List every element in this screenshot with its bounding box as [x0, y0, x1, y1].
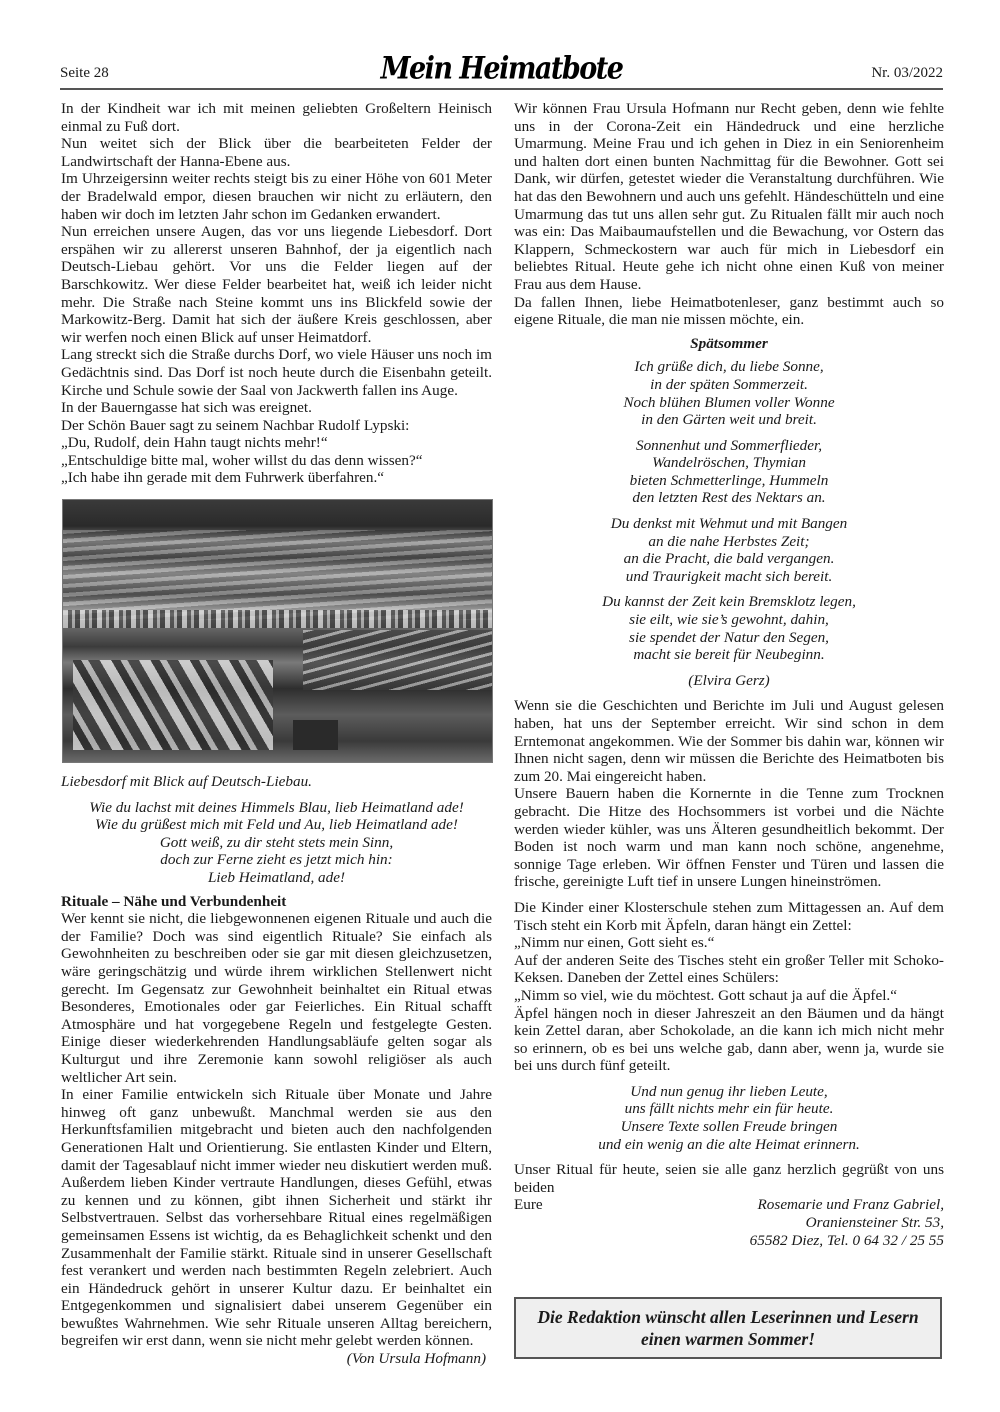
- left-column: [61, 100, 492, 1368]
- banner-line: einen warmen Sommer!: [640, 1329, 816, 1349]
- paragraph: Wer kennt sie nicht, die liebgewonnenen eigenen Rituale und auch die der Familie? Doch was sind eigentlich Rituale? Sie einfach als Gewohnheiten zu beschreiben oder sie gar mit diesen gleichzusetzen, wäre geringschätzig und würde ihrem wirklichen Stellenwert nicht gerecht. Im Gegensatz zur Gewohnheit beinhaltet ein Ritual etwas Besonderes, Emotionales oder gar Feierliches. Ein Ritual schafft Atmosphäre und hat vorgegebene Regeln und festgelegte Gesten. Einige dieser wiederkehrenden Handlungsabläufe gelten sogar als Kulturgut und ihre Zeremonie kann sowohl religiöser als auch weltlicher Art sein.: [61, 910, 492, 1086]
- paragraph: Unsere Bauern haben die Kornernte in die Tenne zum Trocknen gebracht. Die Hitze des Hochsommers ist vorbei und die Nächte werden wieder kühler, was uns Älteren gesundheitlich bekommt. Der Boden ist noch warm und man kann noch schöne, angenehme, sonnige Tage erleben. Wir öffnen Fenster und Türen und lassen die frische, gereinigte Luft tief in unsere Lungen hineinströmen.: [514, 785, 944, 891]
- verse-line: und ein wenig an die alte Heimat erinnern.: [598, 1135, 860, 1153]
- paragraph: Der Schön Bauer sagt zu seinem Nachbar Rudolf Lypski:: [61, 416, 410, 434]
- paragraph: In der Bauerngasse hat sich was ereignet.: [61, 399, 312, 417]
- signoff-label: Eure: [514, 1196, 543, 1214]
- page-number: Seite 28: [60, 65, 109, 81]
- paragraph: In der Kindheit war ich mit meinen geliebten Großeltern Heinisch einmal zu Fuß dort.: [61, 100, 492, 135]
- paragraph: Auf der anderen Seite des Tisches steht ein großer Teller mit Schoko-Keksen. Daneben der Zettel eines Schülers:: [514, 951, 944, 987]
- verse-line: doch zur Ferne zieht es jetzt mich hin:: [160, 851, 393, 869]
- verse-line: Ich grüße dich, du liebe Sonne,: [634, 358, 824, 376]
- paragraph-text: In einer Familie entwickeln sich Rituale über Monate und Jahre hinweg oft ganz unbewußt. Manchmal werden sie aus den Herkunftsfamilien mitgebracht und bieten auch den nachfolgenden Generationen Halt und Orientierung. Sie entlasten Kinder und Eltern, damit der Tagesablauf nicht immer wieder neu diskutiert werden muß. Außerdem lieben Kinder vertraute Handlungen, dieses Gefühl, etwas zu kennen und zu können, gibt ihnen Sicherheit und stärkt ihr Selbstvertrauen. Selbst das vorhersehbare Ritual eines regelmäßigen gemeinsamen Essens ist wichtig, da es Behaglichkeit schenkt und den Zusammenhalt der Familie stärkt. Rituale sind in unserer Gesellschaft fest verankert und werden nach bestimmten Regeln zelebriert. Auch ein Händedruck gehört in unserer Kultur dazu. Er beinhaltet ein Entgegenkommen und signalisiert dabei unserem Gegenüber ein bewußtes Wahrnehmen. Wie sehr Rituale unseren Alltag bereichern, begreifen wir erst dann, wenn sie nicht mehr gelebt werden können.: [61, 1086, 492, 1350]
- spacer: [514, 1153, 944, 1161]
- village-photo: [62, 499, 493, 763]
- paragraph: Lang streckt sich die Straße durchs Dorf, wo viele Häuser uns noch im Gedächtnis sind. Das Dorf ist noch heute durch die Eisenbahn geteilt. Kirche und Schule sowie der Saal von Jackwerth fallen ins Auge.: [61, 346, 492, 399]
- verse-line: sie spendet der Natur den Segen,: [629, 628, 829, 646]
- verse-line: in der späten Sommerzeit.: [650, 375, 808, 393]
- signature-line: 65582 Diez, Tel. 0 64 32 / 25 55: [749, 1231, 944, 1249]
- article-attribution: (Von Ursula Hofmann): [346, 1350, 486, 1368]
- photo-houses: [73, 660, 273, 750]
- verse-line: Du denkst mit Wehmut und mit Bangen: [610, 515, 848, 533]
- verse-line: an die Pracht, die bald vergangen.: [623, 550, 835, 568]
- editorial-banner: [514, 1297, 942, 1359]
- photo-barn: [293, 720, 338, 750]
- photo-fields: [63, 530, 492, 620]
- verse-line: Wandelröschen, Thymian: [652, 454, 806, 472]
- verse-line: und Traurigkeit macht sich bereit.: [625, 567, 833, 585]
- quote-line: „Nimm nur einen, Gott sieht es.“: [514, 934, 715, 952]
- verse-line: bieten Schmetterlinge, Hummeln: [629, 471, 829, 489]
- photo-caption: Liebesdorf mit Blick auf Deutsch-Liebau.: [61, 773, 312, 791]
- poem-stanza: [514, 593, 944, 663]
- greeting: Unser Ritual für heute, seien sie alle ganz herzlich gegrüßt von uns beiden: [514, 1161, 944, 1196]
- verse-line: Wie du lachst mit deines Himmels Blau, lieb Heimatland ade!: [89, 798, 464, 816]
- spacer: [514, 1075, 944, 1083]
- paragraph: Im Uhrzeigersinn weiter rechts steigt bis zu einer Höhe von 601 Meter der Bradelwald empor, diesen brauchen wir nicht zu erläutern, den haben wir doch im letzten Jahr schon im Gedanken erwandert.: [61, 170, 492, 223]
- paragraph: Nun weitet sich der Blick über die bearbeiteten Felder der Landwirtschaft der Hanna-Ebene aus.: [61, 135, 492, 170]
- dialogue-line: „Ich habe ihn gerade mit dem Fuhrwerk überfahren.“: [61, 469, 385, 487]
- masthead-logo: Mein Heimatbote: [380, 50, 623, 87]
- paragraph: Wenn sie die Geschichten und Berichte im Juli und August gelesen haben, hat uns der September erreicht. Wir sind schon in dem Erntemonat angekommen. Wie der Sommer bis dahin war, können wir Ihnen nicht sagen, denn wir müssen die Berichte des Heimatboten bis zum 20. Mai eingereicht haben.: [514, 697, 944, 785]
- verse-line: den letzten Rest des Nektars an.: [632, 489, 826, 507]
- paragraph: Äpfel hängen noch in dieser Jahreszeit an den Bäumen und da hängt kein Zettel daran, aber Schokolade, an die kann ich mich nicht mehr so erinnern, ob es bei uns welche gab, dann aber, wenn ja, wurde sie bei uns durch fünf geteilt.: [514, 1004, 944, 1075]
- spacer: [514, 891, 944, 899]
- verse-line: Und nun genug ihr lieben Leute,: [630, 1082, 828, 1100]
- verse-line: Unsere Texte sollen Freude bringen: [620, 1118, 838, 1136]
- dialogue-line: „Du, Rudolf, dein Hahn taugt nichts mehr!“: [61, 434, 328, 452]
- verse-line: Du kannst der Zeit kein Bremsklotz legen,: [602, 593, 856, 611]
- verse-line: Wie du grüßest mich mit Feld und Au, lieb Heimatland ade!: [95, 816, 458, 834]
- signature-line: Oraniensteiner Str. 53,: [805, 1214, 944, 1232]
- dialogue-line: „Entschuldige bitte mal, woher willst du das denn wissen?“: [61, 451, 423, 469]
- issue-number: Nr. 03/2022: [871, 65, 943, 81]
- quote-line: „Nimm so viel, wie du möchtest. Gott schaut ja auf die Äpfel.“: [514, 986, 897, 1004]
- poem-stanza: [514, 515, 944, 585]
- paragraph: [61, 1086, 492, 1368]
- poem-spaetsommer: [514, 358, 944, 664]
- verse-line: sie eilt, wie sie’s gewohnt, dahin,: [629, 611, 829, 629]
- right-column: [514, 100, 944, 1249]
- closing-verse: [514, 1083, 944, 1153]
- poem-stanza: [514, 358, 944, 428]
- verse-line: macht sie bereit für Neubeginn.: [633, 646, 825, 664]
- heimatland-verse: [61, 799, 492, 887]
- poem-author: (Elvira Gerz): [688, 671, 770, 689]
- page-header: [60, 50, 943, 90]
- verse-line: Sonnenhut und Sommerflieder,: [635, 436, 823, 454]
- paragraph: Die Kinder einer Klosterschule stehen zum Mittagessen an. Auf dem Tisch steht ein Korb mit Äpfeln, daran hängt ein Zettel:: [514, 898, 944, 934]
- paragraph: Da fallen Ihnen, liebe Heimatbotenleser, ganz bestimmt auch so eigene Rituale, die man nie missen möchte, ein.: [514, 293, 944, 329]
- verse-line: an die nahe Herbstes Zeit;: [648, 532, 810, 550]
- section-heading: Rituale – Nähe und Verbundenheit: [61, 892, 287, 910]
- poem-title: Spätsommer: [690, 334, 768, 352]
- verse-line: uns fällt nichts mehr ein für heute.: [624, 1100, 834, 1118]
- verse-line: Lieb Heimatland, ade!: [207, 869, 346, 887]
- paragraph: Wir können Frau Ursula Hofmann nur Recht geben, denn wie fehlte uns in der Corona-Zeit ein Händedruck und eine herzliche Umarmung. Meine Frau und ich gehen in Diez in ein Seniorenheim und halten dort einen bunten Nachmittag für die Bewohner. Gott sei Dank, wir dürfen, getestet wieder die Veranstaltung durchführen. Wie hat das den Bewohnern und auch uns gefehlt. Händeschütteln und eine Umarmung das tut uns allen sehr gut. Zu Ritualen fällt mir auch noch was ein: Das Maibaumaufstellen und die Bewachung, vor Ostern das Klappern, Schmeckostern war auch für mich in Liebesdorf ein beliebtes Ritual. Heute gehe ich nicht ohne einen Kuß von meiner Frau aus dem Hause.: [514, 100, 944, 293]
- photo-town: [63, 610, 492, 628]
- verse-line: in den Gärten weit und breit.: [641, 411, 817, 429]
- signature-line: Rosemarie und Franz Gabriel,: [757, 1196, 944, 1214]
- verse-line: Noch blühen Blumen voller Wonne: [623, 393, 835, 411]
- paragraph: Nun erreichen unsere Augen, das vor uns liegende Liebesdorf. Dort erspähen wir zu allererst unseren Bahnhof, der ja eigentlich nach Deutsch-Liebau gehört. Vor uns die Felder liegen auf der Barschkowitz. Wer diese Felder bearbeitet hat, weiß ich leider nicht mehr. Die Straße nach Steine kommt uns ins Blickfeld sowie der Markowitz-Berg. Damit hat sich der äußere Kreis geschlossen, aber wir werfen noch einen Blick auf unser Heimatdorf.: [61, 223, 492, 346]
- poem-stanza: [514, 437, 944, 507]
- banner-line: Die Redaktion wünscht allen Leserinnen und Lesern: [537, 1307, 919, 1327]
- signature-block: [514, 1196, 944, 1249]
- verse-line: Gott weiß, zu dir steht stets mein Sinn,: [159, 833, 394, 851]
- photo-railway: [303, 630, 493, 690]
